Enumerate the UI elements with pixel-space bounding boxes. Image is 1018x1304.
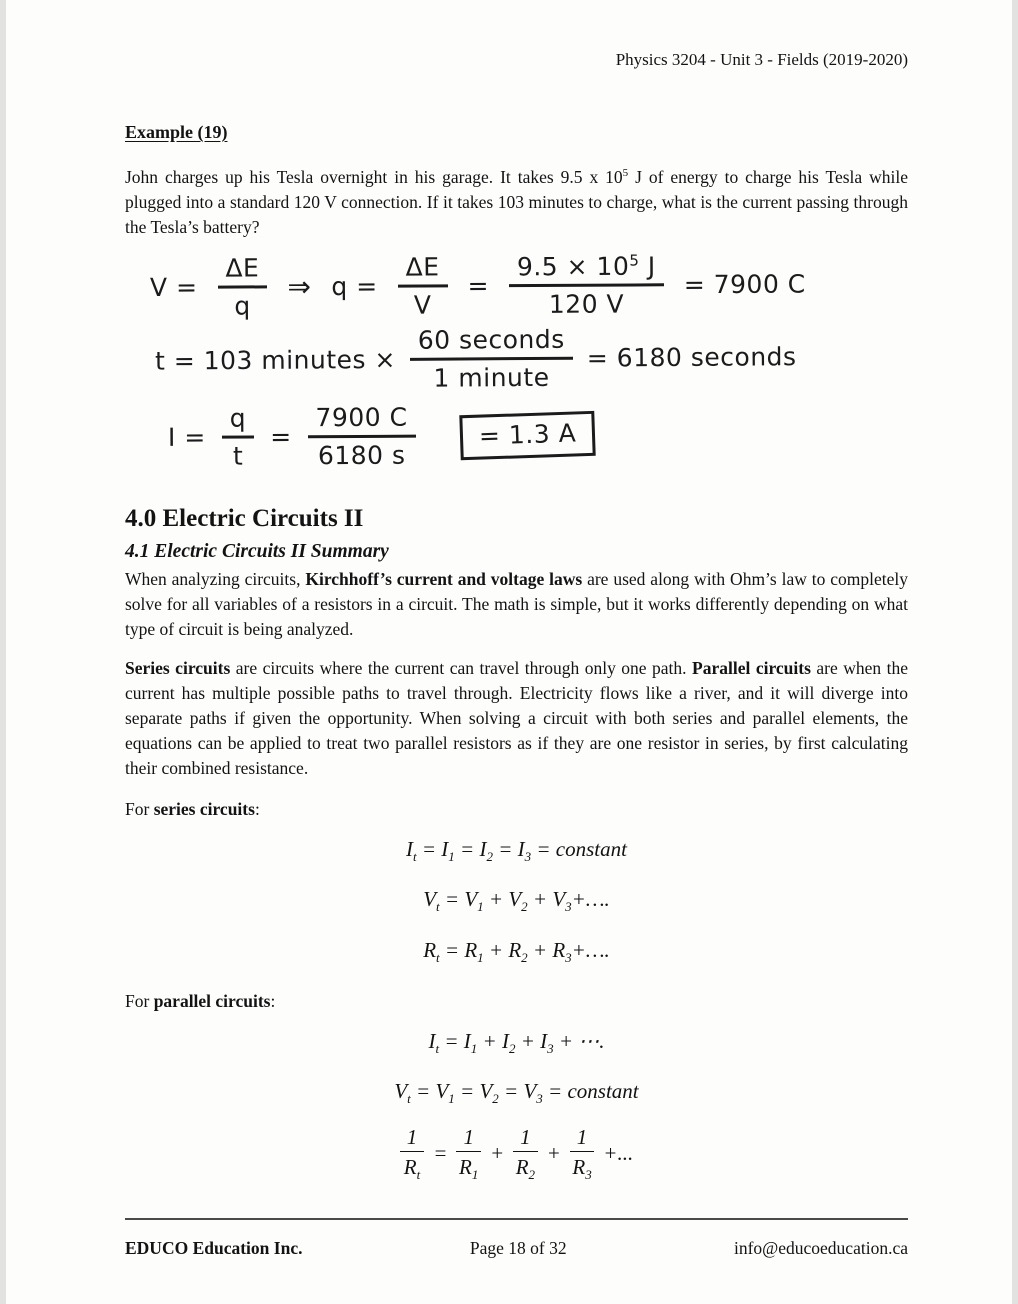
hw-charge-result: = 7900 C (683, 269, 806, 300)
hw-fraction-unit-conversion: $\frac{\text{60 seconds}}{\text{1 minute}}$ (410, 325, 573, 393)
series-current-equation: $I_t = I_1 = I_2 = I_3$ = constant (406, 837, 627, 865)
equals-sign: = (270, 422, 292, 452)
section-subtitle: 4.1 Electric Circuits II Summary (125, 541, 389, 563)
hw-fraction-energy-voltage: $\frac{9.5 \times 10^5 J}{120 V}$ (509, 251, 664, 319)
exponent: 5 (622, 167, 629, 179)
reciprocal-resistance-equation (125, 1124, 908, 1184)
series-voltage-equation: $V_t = V_1 + V_2$ + $V_3+\dots$. (423, 887, 610, 915)
equals-sign: = (433, 1141, 448, 1166)
series-circuits-label: For series circuits: (125, 799, 260, 820)
footer-page-number: Page 18 of 32 (469, 1238, 567, 1258)
ellipsis-tail: +... (603, 1141, 634, 1166)
example-heading: Example (19) (125, 122, 228, 142)
plus-sign: + (546, 1141, 561, 1166)
page-header (125, 0, 908, 70)
hw-fraction-deltaE-V: $\frac{\Delta E}{V}$ (397, 252, 447, 319)
section-title: 4.0 Electric Circuits II (125, 505, 364, 533)
page-content (125, 0, 908, 1184)
fraction-1-over-R3: $\frac{1}{R_3}$ (570, 1124, 595, 1184)
handwritten-line-time (155, 323, 908, 395)
header-title: Physics 3204 - Unit 3 - Fields (2019-2020) (615, 50, 908, 69)
paragraph-kirchhoff: When analyzing circuits, Kirchhoff’s current and voltage laws are used along with Ohm’s law to completely solve for all variables of a resistors in a circuit. The math is simple, but it works differently depending on what type of circuit is being analyzed. (125, 569, 909, 640)
footer-company: EDUCO Education Inc. (125, 1238, 303, 1258)
hw-time-lhs: t = 103 minutes × (154, 345, 397, 376)
handwritten-line-charge (150, 250, 908, 321)
footer-divider (125, 1218, 908, 1220)
paragraph-series-parallel: Series circuits are circuits where the current can travel through only one path. Parallel circuits are when the current has multiple possible paths to travel through. Electricity flows like a river, and it will diverge into separate paths if given the opportunity. When solving a circuit with both series and parallel elements, the equations can be applied to treat two parallel resistors as if they are one resistor in series, by first calculating their combined resistance. (125, 658, 908, 779)
hw-fraction-charge-time: $\frac{7900 C}{6180 s}$ (307, 403, 415, 471)
parallel-current-equation: $I_t = I_1 + I_2 + I_3$ + ⋯. (428, 1028, 605, 1056)
hw-time-result: = 6180 seconds (586, 342, 797, 373)
hw-voltage-lhs: V = (149, 272, 198, 302)
fraction-1-over-R1: $\frac{1}{R_1}$ (456, 1124, 481, 1184)
page-footer (125, 1218, 908, 1259)
hw-charge-lhs: q = (331, 271, 378, 302)
handwritten-line-current (168, 400, 908, 471)
boxed-answer: = 1.3 A (459, 411, 596, 460)
implies-arrow: ⇒ (287, 270, 312, 304)
handwritten-work (125, 252, 908, 469)
exponent: 5 (629, 251, 640, 270)
plus-sign: + (489, 1141, 505, 1166)
parallel-equations (125, 1026, 908, 1184)
equals-sign: = (467, 271, 490, 301)
hw-fraction-q-t: $\frac{q}{t}$ (222, 404, 255, 471)
document-page (6, 0, 1012, 1304)
series-resistance-equation: $R_t = R_1 + R_2$ + $R_3+\dots$. (423, 937, 610, 965)
hw-fraction-deltaE-q: $\frac{\Delta E}{q}$ (217, 253, 267, 320)
series-equations (125, 834, 908, 973)
parallel-circuits-label: For parallel circuits: (125, 990, 276, 1011)
parallel-voltage-equation: $V_t = V_1 = V_2 = V_3$ = constant (394, 1078, 639, 1107)
footer-email: info@educoeducation.ca (733, 1238, 908, 1258)
fraction-1-over-Rt: $\frac{1}{R_t}$ (400, 1124, 425, 1184)
fraction-1-over-R2: $\frac{1}{R_2}$ (513, 1124, 538, 1184)
hw-current-lhs: I = (167, 422, 206, 453)
example-problem-text: John charges up his Tesla overnight in his garage. It takes 9.5 x $10^5$ J of energy to charge his Tesla while plugged into a standard 120 V connection. If it takes 103 minutes to charge, what is the current passing through the Tesla’s battery? (125, 166, 908, 237)
